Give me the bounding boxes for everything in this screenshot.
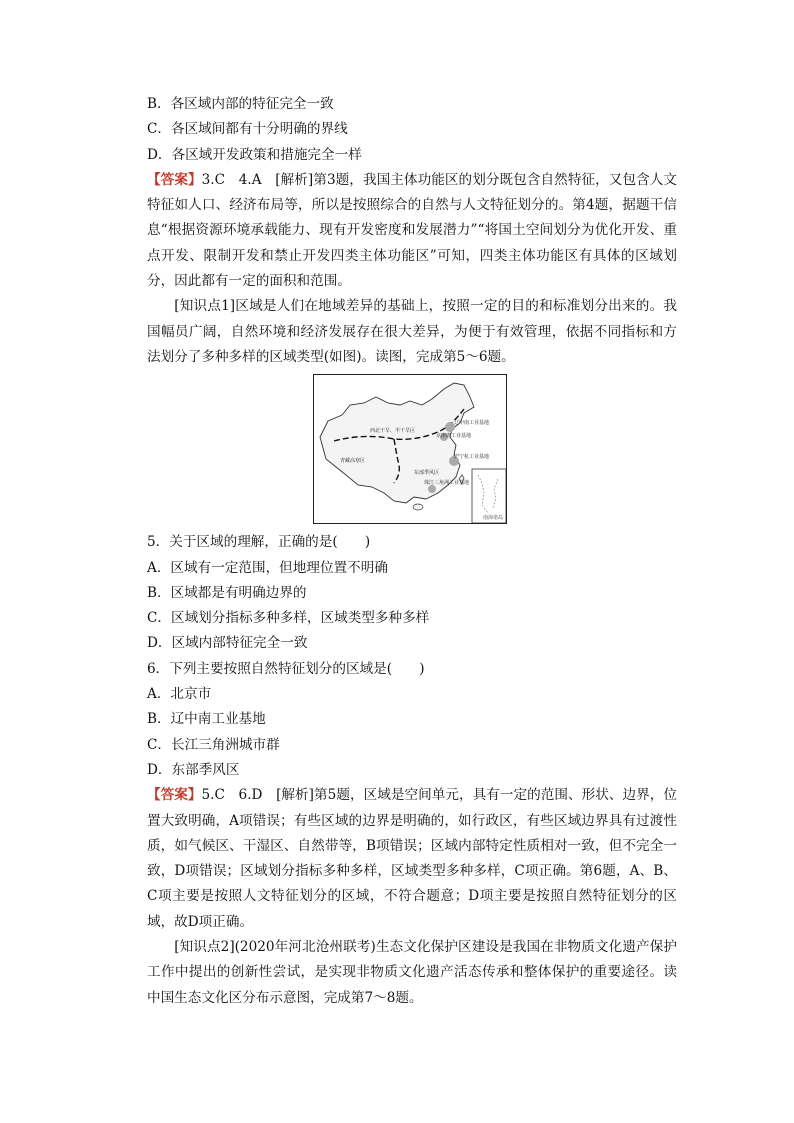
- answer-tag-2: 【答案】: [147, 787, 202, 804]
- answer-tag: 【答案】: [147, 171, 202, 188]
- q4-option-d: D．各区域开发政策和措施完全一样: [147, 146, 362, 163]
- q5-option-d: D．区域内部特征完全一致: [147, 635, 308, 652]
- document-body: [147, 92, 677, 1011]
- q4-option-b: B．各区域内部的特征完全一致: [147, 96, 334, 112]
- map-label-northwest: 西北干旱、半干旱区: [370, 428, 416, 435]
- knowledge-point-1: [知识点1]区域是人们在地域差异的基础上，按照一定的目的和标准划分出来的。我国幅员广阔，自然环境和经济发展存在很大差异，为便于有效管理，依据不同指标和方法划分了多种多样的区域类型(如图)。读图，完成第5～6题。: [147, 298, 677, 365]
- q5-option-a: A．区域有一定范围，但地理位置不明确: [147, 559, 388, 576]
- map-label-qingzang: 青藏高寒区: [340, 458, 366, 465]
- map-label-jingjintang: 京津唐工业基地: [436, 433, 472, 440]
- q6-option-d: D．东部季风区: [147, 761, 240, 778]
- map-label-liaozhongnan: 辽中南工业基地: [454, 420, 490, 427]
- answer-text: 3.C 4.A [解析]第3题，我国主体功能区的划分既包含自然特征，又包含人文特征如人口、经济布局等，所以是按照综合的自然与人文特征划分的。第4题，据题干信息“根据资源环境承载能力、现有开发密度和发展潜力”“将国土空间划分为优化开发、重点开发、限制开发和禁止开发四类主体功能区”可知，四类主体功能区有具体的区域划分，因此都有一定的面积和范围。: [147, 171, 678, 290]
- q5-option-b: B．区域都是有明确边界的: [147, 584, 307, 601]
- answer-text-2: 5.C 6.D [解析]第5题，区域是空间单元，具有一定的范围、形状、边界，位置大致明确，A项错误；有些区域的边界是明确的，如行政区，有些区域边界具有过渡性质，如气候区、干湿区、自然带等，B项错误；区域内部特定性质相对一致，但不完全一致，D项错误；区域划分指标多种多样，区域类型多种多样，C项正确。第6题，A、B、C项主要是按照人文特征划分的区域，不符合题意；D项主要是按照自然特征划分的区域，故D项正确。: [147, 787, 677, 930]
- q6-option-c: C．长江三角洲城市群: [147, 736, 280, 753]
- map-label-east-monsoon: 东部季风区: [414, 470, 440, 477]
- map-label-huningHang: 沪宁杭工业基地: [454, 454, 490, 461]
- q6-stem: 6．下列主要按照自然特征划分的区域是( ): [147, 660, 425, 677]
- inset-label: 南海诸岛: [482, 515, 503, 522]
- q5-stem: 5．关于区域的理解，正确的是( ): [147, 534, 371, 551]
- q6-option-b: B．辽中南工业基地: [147, 711, 266, 728]
- q4-option-c: C．各区域间都有十分明确的界线: [147, 121, 348, 138]
- q5-option-c: C．区域划分指标多种多样，区域类型多种多样: [147, 610, 430, 627]
- answer-block-2: [147, 783, 677, 935]
- knowledge-point-2: [知识点2](2020年河北沧州联考)生态文化保护区建设是我国在非物质文化遗产保护工作中提出的创新性尝试，是实现非物质文化遗产活态传承和整体保护的重要途径。读中国生态文化区分布示意图，完成第7～8题。: [147, 939, 677, 1006]
- china-region-map: [313, 374, 507, 524]
- map-label-zhujiang: 珠江三角洲工业基地: [424, 480, 470, 487]
- q6-option-a: A．北京市: [147, 686, 212, 703]
- map-drawing: [314, 375, 506, 523]
- answer-block-1: [147, 168, 677, 294]
